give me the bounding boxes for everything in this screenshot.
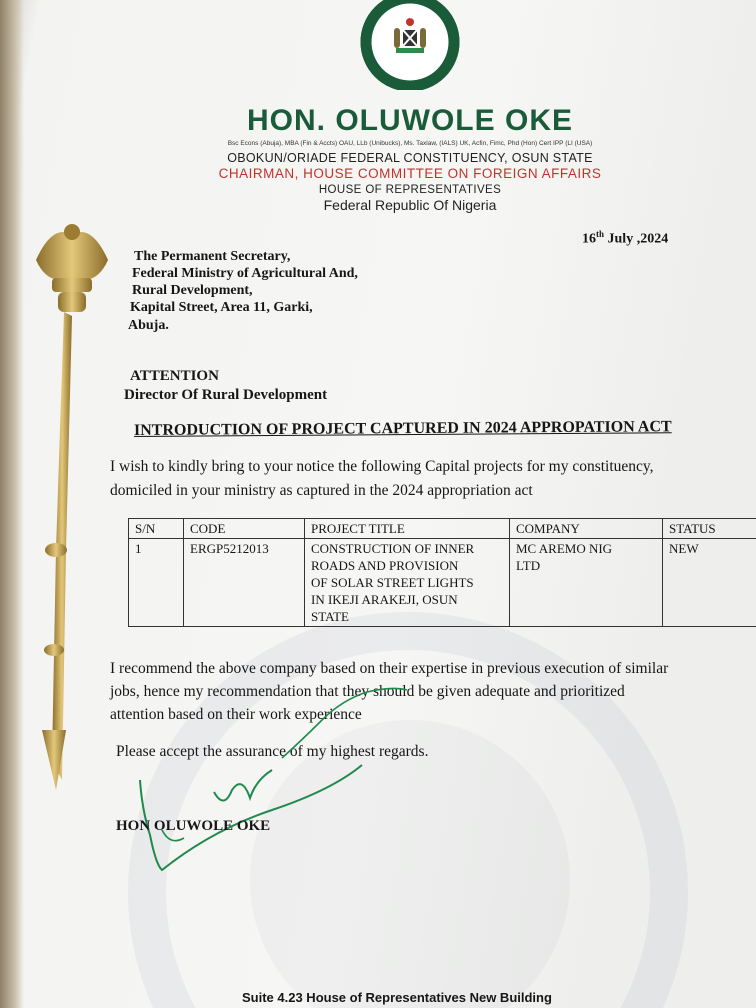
intro-line-1: I wish to kindly bring to your notice the following Capital projects for my constituency, [110,458,654,475]
recipient-line-1: The Permanent Secretary, [134,249,291,264]
house-seal-icon [358,0,462,90]
date-rest: July ,2024 [604,231,669,247]
date-suffix: th [596,229,605,239]
recipient-line-4: Kapital Street, Area 11, Garki, [130,300,313,315]
recommend-line-3: attention based on their work experience [110,706,362,723]
header-title: PROJECT TITLE [305,519,510,539]
letter-date [582,229,668,248]
projects-table [128,518,756,627]
signature-icon [132,660,452,880]
recipient-line-5: Abuja. [128,318,169,333]
attention-to: Director Of Rural Development [124,387,328,403]
cell-code: ERGP5212013 [184,539,305,627]
header-sn: S/N [129,519,184,539]
cell-title [305,539,510,627]
sender-constituency: OBOKUN/ORIADE FEDERAL CONSTITUENCY, OSUN STATE [227,151,593,165]
header-status: STATUS [663,519,756,539]
header-company: COMPANY [510,519,663,539]
date-day: 16 [582,231,596,247]
cell-status: NEW [663,539,756,627]
mace-icon [22,220,122,800]
recipient-line-3: Rural Development, [132,283,253,298]
table-header-row [129,519,756,539]
sender-name: HON. OLUWOLE OKE [247,104,573,137]
footer-address: Suite 4.23 House of Representatives New Building [242,990,552,1005]
recommend-line-1: I recommend the above company based on their expertise in previous execution of similar [110,660,669,677]
signatory-name: HON OLUWOLE OKE [116,818,271,834]
title-line: STATE [311,609,349,624]
sender-house: HOUSE OF REPRESENTATIVES [318,184,502,196]
title-line: CONSTRUCTION OF INNER [311,541,475,556]
attention-label: ATTENTION [130,368,219,384]
cell-sn: 1 [129,539,184,627]
closing-line: Please accept the assurance of my highest regards. [116,743,429,760]
title-line: OF SOLAR STREET LIGHTS [311,575,474,590]
cell-company [510,539,663,627]
title-line: ROADS AND PROVISION [311,558,459,573]
recommend-line-2: jobs, hence my recommendation that they should be given adequate and prioritized [110,683,625,700]
table-row [129,539,756,627]
header-code: CODE [184,519,305,539]
company-line: LTD [516,558,541,573]
recipient-line-2: Federal Ministry of Agricultural And, [132,266,358,281]
letter-subject: INTRODUCTION OF PROJECT CAPTURED IN 2024 APPROPATION ACT [133,418,672,439]
title-line: IN IKEJI ARAKEJI, OSUN [311,592,458,607]
sender-qualifications: Bsc Econs (Abuja), MBA (Fin & Accts) OAU, LLb (Unibucks), Ms. Taxlaw, (IALS) UK, Acfin, Fimc, Phd (Hon) Cert IPP (LI (USA) [227,140,593,147]
intro-line-2: domiciled in your ministry as captured in the 2024 appropriation act [110,482,533,499]
sender-republic: Federal Republic Of Nigeria [323,197,497,213]
company-line: MC AREMO NIG [516,541,613,556]
sender-chairmanship: CHAIRMAN, HOUSE COMMITTEE ON FOREIGN AFFAIRS [218,166,602,181]
